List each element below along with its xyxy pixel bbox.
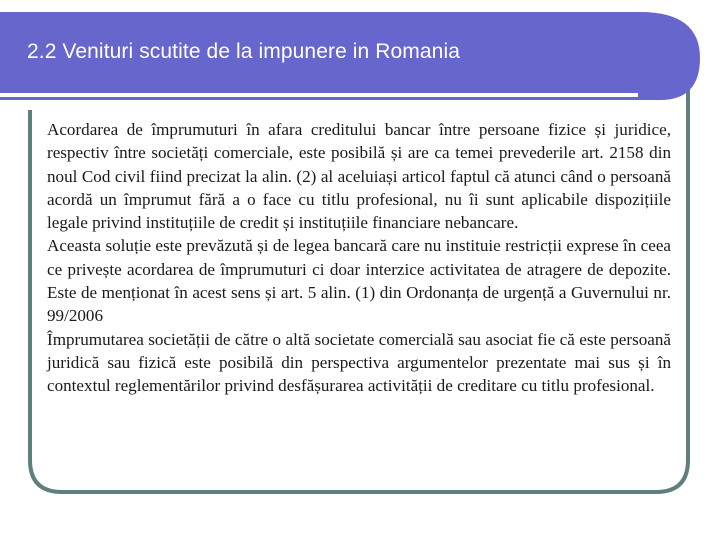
document-paragraph-1: Acordarea de împrumuturi în afara creditului bancar între persoane fizice și juridice, respectiv între societăți comerciale, este posibilă și are ca temei prevederile art. 2158 din noul Cod civil fiind precizat la alin. (2) al aceluiași articol faptul că atunci când o persoană acordă un împrumut fără a o face cu titlu profesional, nu îi sunt aplicabile dispozițiile legale privind instituțiile de credit și instituțiile financiare nebancare. [47,120,671,233]
document-paragraph-3: Împrumutarea societății de către o altă societate comercială sau asociat fie că este persoană juridică sau fizică este posibilă din perspectiva argumentelor prezentate mai sus și în contextul reglementărilor privind desfășurarea activității de creditare cu titlu profesional. [47,329,671,396]
slide-title: 2.2 Venituri scutite de la impunere in Romania [27,40,461,63]
scanned-document [47,118,671,436]
document-paragraph-2: Aceasta soluție este prevăzută și de legea bancară care nu instituie restricții exprese în ceea ce privește acordarea de împrumuturi ci doar interzice activitatea de atragere de depozite. Este de menționat în acest sens și art. 5 alin. (1) din Ordonanța de urgență a Guvernului nr. 99/2006 [47,236,671,326]
title-underline [0,93,638,97]
